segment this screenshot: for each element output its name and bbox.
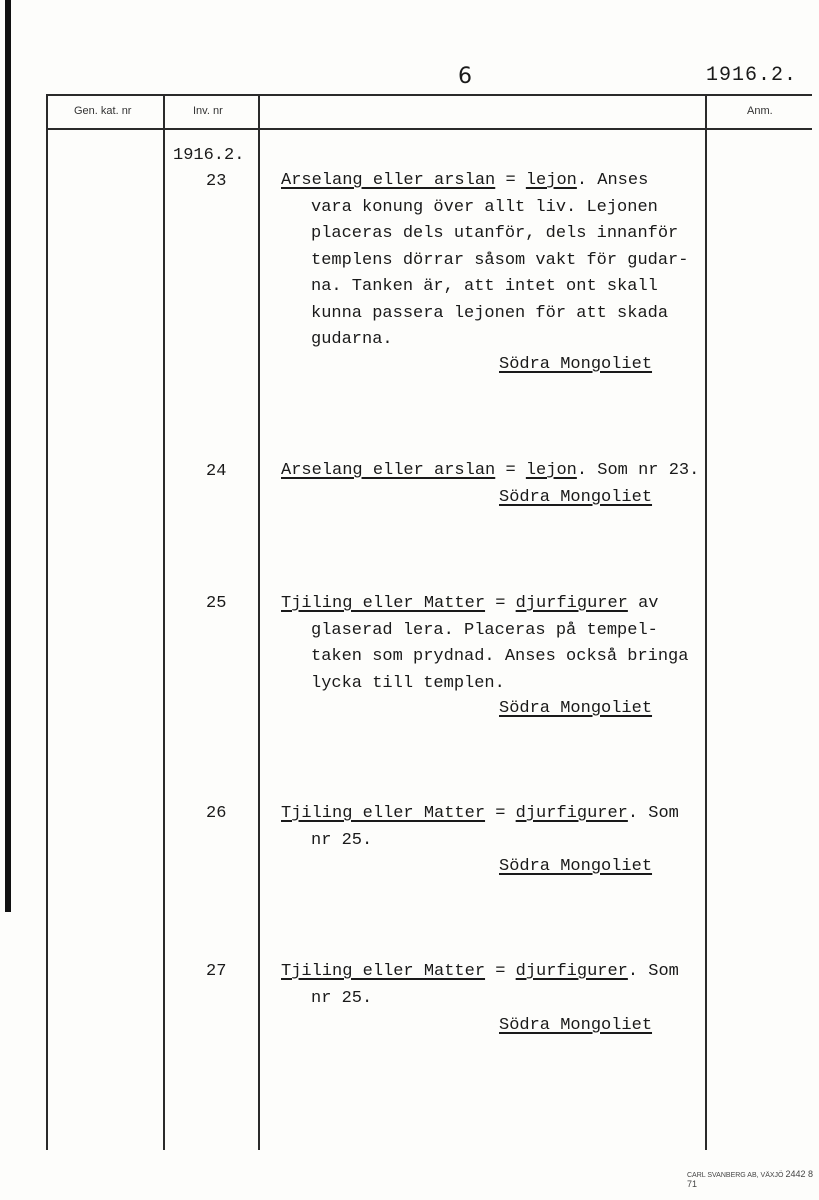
header-bottom-rule [46,128,812,130]
entry-heading-rest: av [627,594,659,613]
inv-number: 23 [206,172,227,191]
entry-gloss: lejon [525,171,577,190]
entry-location: Södra Mongoliet [499,355,653,374]
entry-location: Södra Mongoliet [499,857,653,876]
entry-term: Arselang eller arslan [281,171,496,190]
entry-line: gudarna. [311,330,393,349]
series-prefix: 1916.2. [173,146,245,165]
entry-location: Södra Mongoliet [499,488,653,507]
entry-term: Tjiling eller Matter [281,804,486,823]
entry-location: Södra Mongoliet [499,699,653,718]
entry-line: templens dörrar såsom vakt för gudar- [311,250,689,270]
entry-line: nr 25. [311,830,373,850]
entry-line: vara konung över allt liv. Lejonen [311,197,658,217]
equals-sign: = [485,962,516,981]
entry-heading [281,591,688,618]
entry-location: Södra Mongoliet [499,1016,653,1035]
entry-heading [281,168,688,195]
equals-sign: = [485,804,516,823]
equals-sign: = [495,171,526,190]
entry-23 [281,168,688,354]
entry-gloss: djurfigurer [515,594,628,613]
header-top-rule [46,94,812,96]
entry-line: placeras dels utanför, dels innanför [311,224,679,243]
entry-gloss: djurfigurer [515,962,628,981]
column-rule-left [46,94,48,1150]
entry-gloss: djurfigurer [515,804,628,823]
entry-heading-rest: . Anses [576,171,649,190]
printer-name: CARL SVANBERG AB, VÄXJÖ [687,1172,784,1179]
inv-number: 27 [206,962,227,981]
entry-line: kunna passera lejonen för att skada [311,303,669,323]
entry-term: Tjiling eller Matter [281,962,486,981]
equals-sign: = [495,461,526,480]
entry-heading [281,959,679,986]
entry-24 [281,458,699,485]
entry-line: taken som prydnad. Anses också bringa [311,647,689,666]
inv-number: 25 [206,594,227,613]
entry-term: Arselang eller arslan [281,461,496,480]
column-rule-text-anm [705,94,707,1150]
entry-25 [281,591,688,697]
entry-27 [281,959,679,1012]
binding-edge [5,0,11,912]
inv-number: 26 [206,804,227,823]
header-inv: Inv. nr [193,105,223,117]
entry-heading-rest: . Som [627,804,679,823]
entry-heading [281,801,679,828]
accession-reference: 1916.2. [706,64,798,87]
entry-heading-rest: . Som [627,962,679,981]
entry-26 [281,801,679,854]
inv-number: 24 [206,462,227,481]
column-rule-gen-inv [163,94,165,1150]
entry-gloss: lejon [525,461,577,480]
page-number: 6 [458,64,472,89]
entry-line: glaserad lera. Placeras på tempel- [311,620,658,640]
entry-heading-rest: . Som nr 23. [576,461,700,480]
entry-line: lycka till templen. [311,673,505,693]
entry-term: Tjiling eller Matter [281,594,486,613]
entry-line: nr 25. [311,988,373,1008]
header-anm: Anm. [747,105,773,117]
entry-heading [281,458,699,485]
entry-line: na. Tanken är, att intet ont skall [311,277,658,296]
header-gen-kat: Gen. kat. nr [74,105,132,117]
printer-imprint [687,1169,819,1189]
column-rule-inv-text [258,94,260,1150]
form-code: 2442 8 71 [687,1169,813,1189]
equals-sign: = [485,594,516,613]
